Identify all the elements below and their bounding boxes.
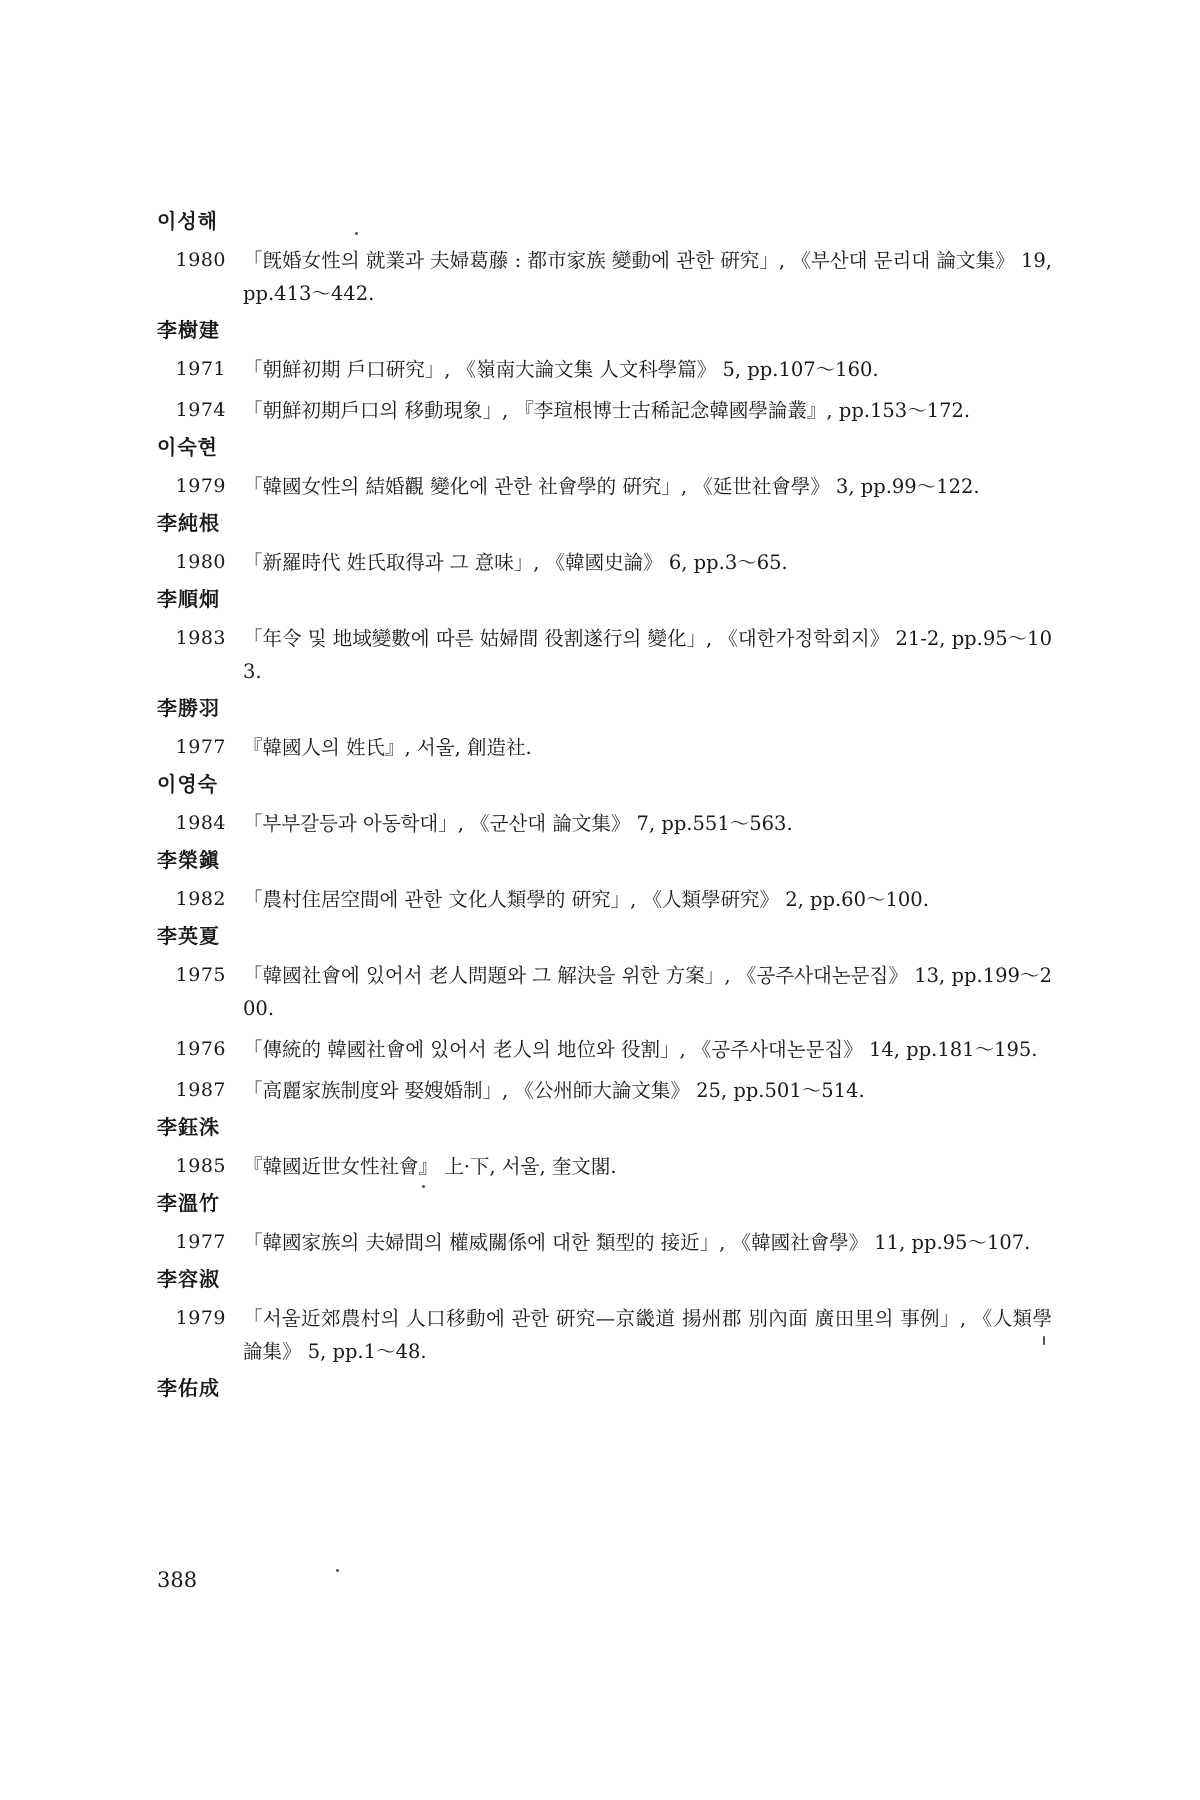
author-name: 李順炯 (157, 587, 220, 611)
bibliography-entry (157, 731, 1052, 764)
publication-year: 1980 (175, 551, 226, 573)
citation-text: 「韓國女性의 結婚觀 變化에 관한 社會學的 硏究」, 《延世社會學》 3, pp.99～122. (243, 475, 980, 498)
bibliography-entry (157, 244, 1052, 310)
author-name: 李榮鎭 (157, 848, 220, 872)
publication-year: 1979 (175, 1307, 226, 1329)
author-name: 이숙현 (157, 435, 218, 459)
citation-text: 「年令 및 地域變數에 따른 姑婦間 役割遂行의 變化」, 《대한가정학회지》 21-2, pp.95～103. (243, 627, 1052, 683)
publication-year: 1987 (175, 1079, 226, 1101)
publication-year: 1980 (175, 249, 226, 271)
citation-text: 「傳統的 韓國社會에 있어서 老人의 地位와 役割」, 《공주사대논문집》 14, pp.181～195. (243, 1038, 1038, 1061)
bibliography-entry (157, 883, 1052, 916)
scan-speck (422, 1185, 425, 1188)
bibliography-entry (157, 470, 1052, 503)
bibliography-entry (157, 1150, 1052, 1183)
bibliography-entry (157, 1074, 1052, 1107)
citation-text: 「高麗家族制度와 娶嫂婚制」, 《公州師大論文集》 25, pp.501～514. (243, 1079, 865, 1102)
citation-text: 『韓國近世女性社會』 上·下, 서울, 奎文閣. (243, 1155, 617, 1178)
citation-text: 「서울近郊農村의 人口移動에 관한 硏究—京畿道 揚州郡 別內面 廣田里의 事例」, 《人類學論集》 5, pp.1～48. (243, 1307, 1052, 1363)
bibliography-entry (157, 807, 1052, 840)
citation-text: 「新羅時代 姓氏取得과 그 意味」, 《韓國史論》 6, pp.3～65. (243, 551, 788, 574)
publication-year: 1985 (175, 1155, 226, 1177)
citation-text: 「農村住居空間에 관한 文化人類學的 硏究」, 《人類學硏究》 2, pp.60～100. (243, 888, 929, 911)
publication-year: 1979 (175, 475, 226, 497)
bibliography-entry (157, 1302, 1052, 1368)
author-name: 李佑成 (157, 1376, 220, 1400)
publication-year: 1976 (175, 1038, 226, 1060)
author-name: 이영숙 (157, 772, 218, 796)
publication-year: 1971 (175, 358, 226, 380)
citation-text: 「韓國家族의 夫婦間의 權威關係에 대한 類型的 接近」, 《韓國社會學》 11, pp.95～107. (243, 1231, 1031, 1254)
citation-text: 「韓國社會에 있어서 老人問題와 그 解決을 위한 方案」, 《공주사대논문집》 13, pp.199～200. (243, 964, 1052, 1020)
author-name: 李勝羽 (157, 696, 220, 720)
publication-year: 1977 (175, 1231, 226, 1253)
publication-year: 1983 (175, 627, 226, 649)
bibliography-entry (157, 353, 1052, 386)
bibliography-entry (157, 959, 1052, 1025)
publication-year: 1982 (175, 888, 226, 910)
citation-text: 「朝鮮初期戶口의 移動現象」, 『李瑄根博士古稀記念韓國學論叢』, pp.153～172. (243, 399, 971, 422)
page-number: 388 (157, 1568, 198, 1592)
citation-text: 「부부갈등과 아동학대」, 《군산대 論文集》 7, pp.551～563. (243, 812, 793, 835)
scan-speck (336, 1569, 339, 1572)
author-name: 이성해 (157, 209, 218, 233)
publication-year: 1975 (175, 964, 226, 986)
author-name: 李樹建 (157, 318, 220, 342)
bibliography-entry (157, 1226, 1052, 1259)
bibliography-entry (157, 622, 1052, 688)
author-name: 李純根 (157, 511, 220, 535)
citation-text: 「朝鮮初期 戶口硏究」, 《嶺南大論文集 人文科學篇》 5, pp.107～160. (243, 358, 879, 381)
publication-year: 1984 (175, 812, 226, 834)
author-name: 李鈺洙 (157, 1115, 220, 1139)
publication-year: 1977 (175, 736, 226, 758)
scan-speck (355, 232, 358, 235)
citation-text: 「旣婚女性의 就業과 夫婦葛藤 : 都市家族 變動에 관한 硏究」, 《부산대 문리대 論文集》 19, pp.413～442. (243, 249, 1052, 305)
bibliography-entry (157, 394, 1052, 427)
publication-year: 1974 (175, 399, 226, 421)
author-name: 李英夏 (157, 924, 220, 948)
author-name: 李容淑 (157, 1267, 220, 1291)
bibliography-entry (157, 1033, 1052, 1066)
bibliography-entry (157, 546, 1052, 579)
author-name: 李溫竹 (157, 1191, 220, 1215)
scan-speck (1043, 1336, 1045, 1345)
citation-text: 『韓國人의 姓氏』, 서울, 創造社. (243, 736, 532, 759)
bibliography-list (157, 202, 1052, 1411)
